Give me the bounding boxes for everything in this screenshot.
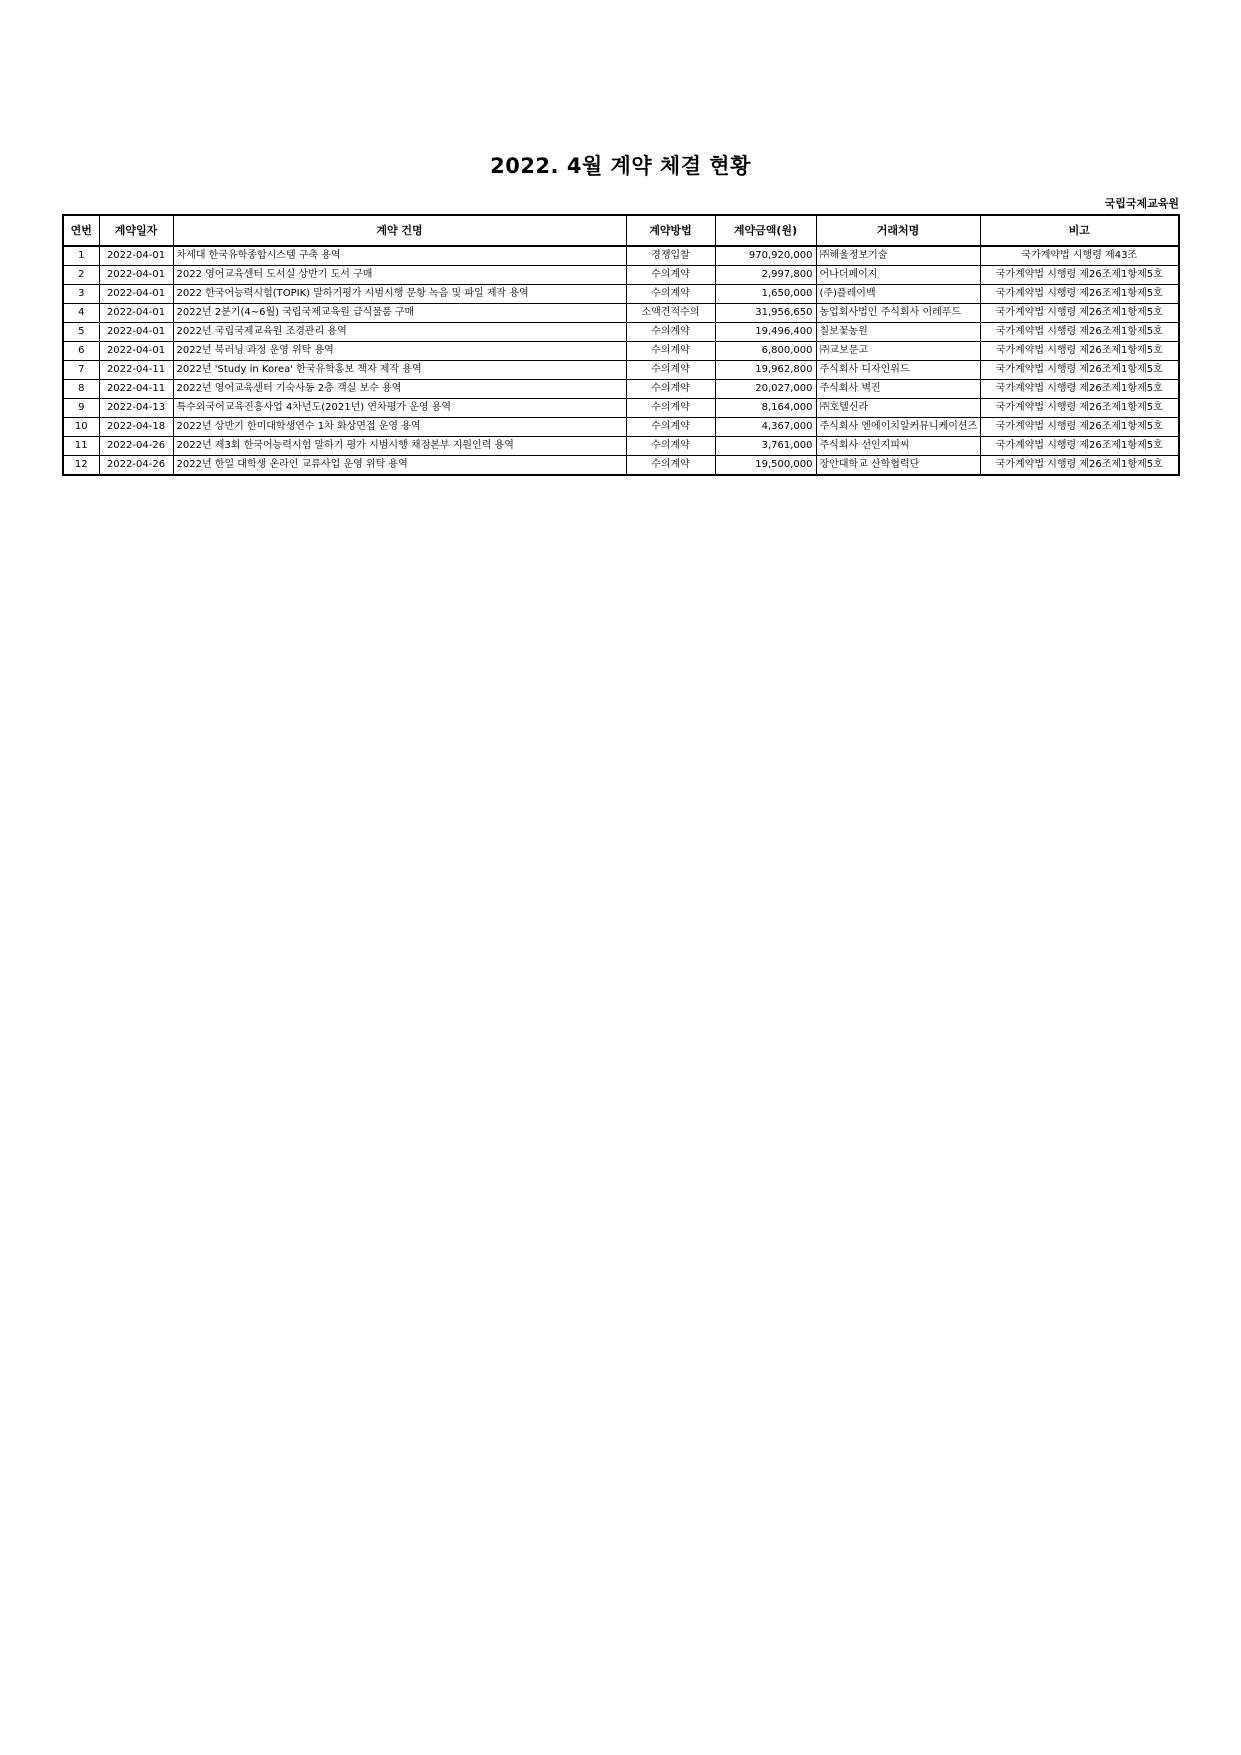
cell-contract-name: 2022년 북러닝 과정 운영 위탁 용역 [173, 342, 626, 361]
cell-number: 12 [63, 456, 99, 476]
cell-contract-method: 수의계약 [626, 456, 715, 476]
table-row [63, 456, 1179, 476]
cell-remarks: 국가계약법 시행령 제43조 [980, 246, 1179, 266]
cell-contract-amount: 3,761,000 [715, 437, 816, 456]
table-row [63, 246, 1179, 266]
header-number: 연번 [63, 215, 99, 246]
cell-number: 4 [63, 304, 99, 323]
cell-contract-date: 2022-04-11 [99, 361, 173, 380]
cell-contract-name: 2022년 영어교육센터 기숙사동 2층 객실 보수 용역 [173, 380, 626, 399]
cell-number: 1 [63, 246, 99, 266]
cell-contract-method: 수의계약 [626, 418, 715, 437]
cell-contract-date: 2022-04-01 [99, 285, 173, 304]
header-vendor-name: 거래처명 [816, 215, 980, 246]
cell-number: 11 [63, 437, 99, 456]
cell-contract-date: 2022-04-26 [99, 456, 173, 476]
cell-number: 2 [63, 266, 99, 285]
cell-vendor-name: (주)플레이백 [816, 285, 980, 304]
header-remarks: 비고 [980, 215, 1179, 246]
cell-vendor-name: 농업회사법인 주식회사 이레푸드 [816, 304, 980, 323]
table-header-row [63, 215, 1179, 246]
cell-contract-amount: 8,164,000 [715, 399, 816, 418]
header-contract-date: 계약일자 [99, 215, 173, 246]
cell-number: 9 [63, 399, 99, 418]
cell-contract-method: 수의계약 [626, 285, 715, 304]
cell-contract-name: 2022년 'Study in Korea' 한국유학홍보 책자 제작 용역 [173, 361, 626, 380]
cell-contract-method: 수의계약 [626, 361, 715, 380]
cell-number: 6 [63, 342, 99, 361]
page-title: 2022. 4월 계약 체결 현황 [490, 154, 751, 178]
table-row [63, 361, 1179, 380]
cell-number: 3 [63, 285, 99, 304]
cell-contract-date: 2022-04-01 [99, 323, 173, 342]
cell-contract-amount: 19,500,000 [715, 456, 816, 476]
cell-remarks: 국가계약법 시행령 제26조제1항제5호 [980, 342, 1179, 361]
cell-contract-amount: 4,367,000 [715, 418, 816, 437]
organization-name: 국립국제교육원 [1104, 197, 1179, 210]
cell-remarks: 국가계약법 시행령 제26조제1항제5호 [980, 285, 1179, 304]
cell-contract-name: 2022년 한일 대학생 온라인 교류사업 운영 위탁 용역 [173, 456, 626, 476]
header-contract-method: 계약방법 [626, 215, 715, 246]
cell-contract-method: 수의계약 [626, 399, 715, 418]
cell-vendor-name: ㈜해울정보기술 [816, 246, 980, 266]
header-contract-name: 계약 건명 [173, 215, 626, 246]
cell-remarks: 국가계약법 시행령 제26조제1항제5호 [980, 266, 1179, 285]
cell-vendor-name: ㈜호텔신라 [816, 399, 980, 418]
cell-vendor-name: 장안대학교 산학협력단 [816, 456, 980, 476]
cell-remarks: 국가계약법 시행령 제26조제1항제5호 [980, 380, 1179, 399]
cell-contract-name: 2022 한국어능력시험(TOPIK) 말하기평가 시범시행 문항 녹음 및 파일 제작 용역 [173, 285, 626, 304]
table-row [63, 437, 1179, 456]
cell-contract-amount: 19,962,800 [715, 361, 816, 380]
cell-contract-amount: 970,920,000 [715, 246, 816, 266]
cell-vendor-name: ㈜교보문고 [816, 342, 980, 361]
cell-contract-method: 경쟁입찰 [626, 246, 715, 266]
cell-remarks: 국가계약법 시행령 제26조제1항제5호 [980, 361, 1179, 380]
cell-contract-amount: 31,956,650 [715, 304, 816, 323]
table-row [63, 304, 1179, 323]
cell-vendor-name: 주식회사 엔에이치알커뮤니케이션즈 [816, 418, 980, 437]
cell-vendor-name: 어나더페이지 [816, 266, 980, 285]
cell-contract-method: 수의계약 [626, 266, 715, 285]
cell-contract-date: 2022-04-11 [99, 380, 173, 399]
cell-contract-date: 2022-04-26 [99, 437, 173, 456]
cell-contract-amount: 20,027,000 [715, 380, 816, 399]
cell-contract-name: 2022년 2분기(4~6월) 국립국제교육원 급식물품 구매 [173, 304, 626, 323]
cell-contract-date: 2022-04-01 [99, 342, 173, 361]
cell-vendor-name: 주식회사 벽진 [816, 380, 980, 399]
cell-vendor-name: 칠보꽃농원 [816, 323, 980, 342]
table-row [63, 266, 1179, 285]
cell-contract-name: 2022 영어교육센터 도서실 상반기 도서 구매 [173, 266, 626, 285]
cell-contract-name: 특수외국어교육진흥사업 4차년도(2021년) 연차평가 운영 용역 [173, 399, 626, 418]
header-contract-amount: 계약금액(원) [715, 215, 816, 246]
cell-contract-date: 2022-04-01 [99, 246, 173, 266]
cell-remarks: 국가계약법 시행령 제26조제1항제5호 [980, 304, 1179, 323]
cell-contract-name: 차세대 한국유학종합시스템 구축 용역 [173, 246, 626, 266]
cell-remarks: 국가계약법 시행령 제26조제1항제5호 [980, 399, 1179, 418]
contract-table [62, 214, 1180, 476]
cell-contract-amount: 1,650,000 [715, 285, 816, 304]
cell-contract-date: 2022-04-01 [99, 266, 173, 285]
cell-number: 7 [63, 361, 99, 380]
cell-contract-name: 2022년 상반기 한미대학생연수 1차 화상면접 운영 용역 [173, 418, 626, 437]
cell-number: 8 [63, 380, 99, 399]
cell-contract-method: 수의계약 [626, 380, 715, 399]
table-row [63, 285, 1179, 304]
cell-remarks: 국가계약법 시행령 제26조제1항제5호 [980, 437, 1179, 456]
cell-contract-date: 2022-04-13 [99, 399, 173, 418]
cell-remarks: 국가계약법 시행령 제26조제1항제5호 [980, 456, 1179, 476]
cell-remarks: 국가계약법 시행령 제26조제1항제5호 [980, 418, 1179, 437]
cell-contract-amount: 6,800,000 [715, 342, 816, 361]
cell-contract-method: 수의계약 [626, 323, 715, 342]
cell-number: 5 [63, 323, 99, 342]
table-row [63, 399, 1179, 418]
cell-number: 10 [63, 418, 99, 437]
cell-contract-amount: 2,997,800 [715, 266, 816, 285]
table-row [63, 380, 1179, 399]
cell-contract-method: 소액견적수의 [626, 304, 715, 323]
cell-contract-name: 2022년 제3회 한국어능력시험 말하기 평가 시범시행 채점본부 지원인력 용역 [173, 437, 626, 456]
cell-remarks: 국가계약법 시행령 제26조제1항제5호 [980, 323, 1179, 342]
table-row [63, 418, 1179, 437]
cell-vendor-name: 주식회사 선인지피씨 [816, 437, 980, 456]
cell-contract-name: 2022년 국립국제교육원 조경관리 용역 [173, 323, 626, 342]
cell-contract-date: 2022-04-18 [99, 418, 173, 437]
cell-contract-amount: 19,496,400 [715, 323, 816, 342]
table-row [63, 323, 1179, 342]
cell-vendor-name: 주식회사 디자인위드 [816, 361, 980, 380]
table-row [63, 342, 1179, 361]
cell-contract-method: 수의계약 [626, 342, 715, 361]
cell-contract-date: 2022-04-01 [99, 304, 173, 323]
cell-contract-method: 수의계약 [626, 437, 715, 456]
